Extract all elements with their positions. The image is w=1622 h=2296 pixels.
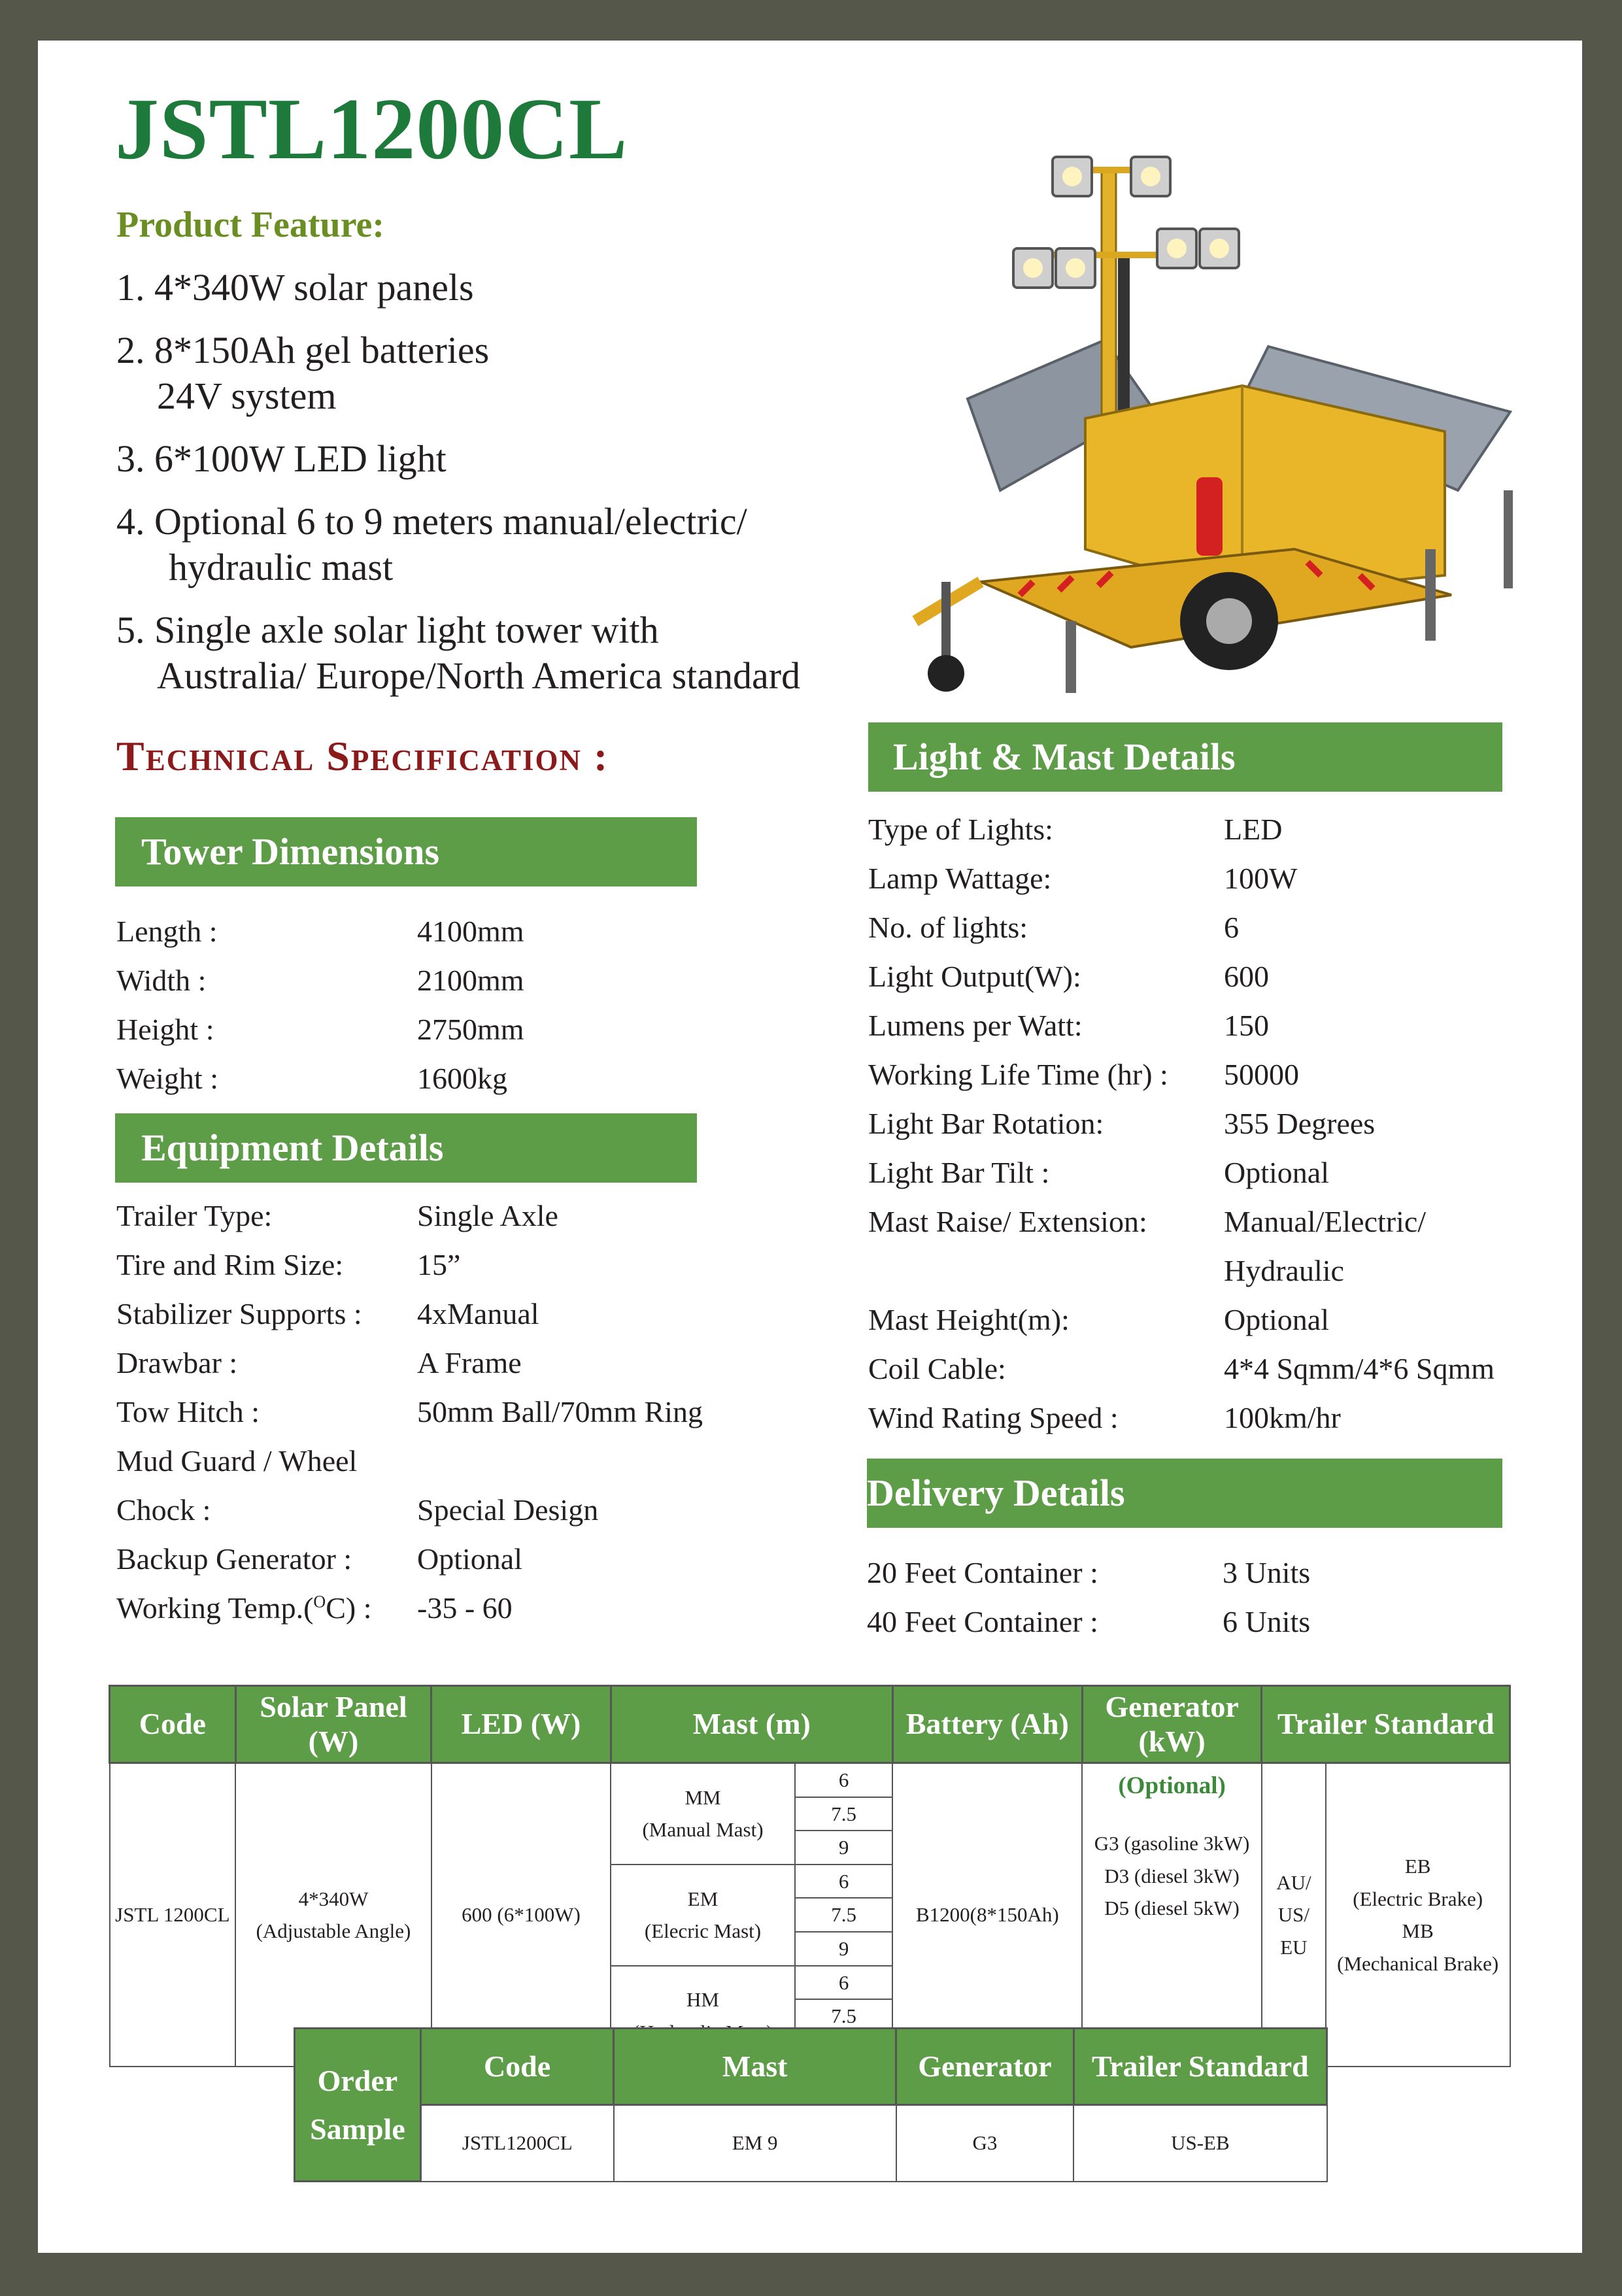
spec-label: Length :: [116, 915, 218, 948]
spec-label: 40 Feet Container :: [867, 1605, 1098, 1638]
order-code-cell: JSTL1200CL: [420, 2105, 614, 2182]
solar-light-tower-image: [902, 124, 1530, 706]
spec-label: Stabilizer Supports :: [116, 1297, 362, 1330]
trailer-standard-cell: EB (Electric Brake) MB (Mechanical Brake): [1326, 1763, 1510, 2067]
mast-height-cell: 6: [795, 1865, 893, 1899]
order-trailer-cell: US-EB: [1073, 2105, 1326, 2182]
technical-specification-heading: Technical Specification :: [116, 733, 609, 779]
mast-height-cell: 9: [795, 1932, 893, 1966]
spec-label: Light Output(W):: [868, 960, 1081, 993]
spec-value: 2100mm: [417, 964, 524, 997]
column-header: Battery (Ah): [892, 1686, 1082, 1763]
spec-value: A Frame: [417, 1346, 522, 1379]
spec-label: Light Bar Rotation:: [868, 1107, 1104, 1140]
spec-value: 6 Units: [1223, 1605, 1311, 1638]
mast-height-cell: 6: [795, 1763, 893, 1797]
mast-height-cell: 7.5: [795, 1898, 893, 1932]
spec-value: 600: [1224, 960, 1269, 993]
spec-label: Mud Guard / Wheel: [116, 1444, 358, 1477]
feature-item: 1. 4*340W solar panels: [116, 266, 474, 309]
table-row: [110, 1763, 1510, 1797]
spec-value: Single Axle: [417, 1199, 558, 1232]
column-header: Generator: [896, 2029, 1074, 2105]
spec-value: Manual/Electric/: [1224, 1205, 1427, 1238]
feature-item: hydraulic mast: [169, 546, 394, 588]
spec-value: 100W: [1224, 862, 1298, 895]
region-cell: AU/ US/ EU: [1262, 1763, 1326, 2067]
table-header-row: [110, 1686, 1510, 1763]
spec-label: Chock :: [116, 1493, 211, 1527]
spec-value: 15”: [417, 1248, 461, 1281]
model-options-table: [109, 1685, 1511, 2067]
mast-type-cell: MM (Manual Mast): [611, 1763, 795, 1865]
spec-value: 2750mm: [417, 1013, 524, 1046]
spec-label: Lamp Wattage:: [868, 862, 1052, 895]
table-header-row: [295, 2029, 1327, 2105]
spec-value: 50mm Ball/70mm Ring: [417, 1395, 703, 1428]
column-header: Solar Panel (W): [235, 1686, 431, 1763]
spec-label: Weight :: [116, 1062, 218, 1095]
column-header: Mast (m): [611, 1686, 892, 1763]
feature-item: Australia/ Europe/North America standard: [157, 654, 801, 697]
code-cell: JSTL 1200CL: [110, 1763, 236, 2067]
product-title: JSTL1200CL: [115, 80, 628, 177]
battery-cell: B1200(8*150Ah): [892, 1763, 1082, 2067]
spec-label: Drawbar :: [116, 1346, 238, 1379]
mast-type-cell: HM: [611, 1966, 795, 2067]
spec-value: LED: [1224, 813, 1283, 846]
order-generator-cell: G3: [896, 2105, 1074, 2182]
feature-item: 2. 8*150Ah gel batteries: [116, 329, 490, 371]
spec-label: Type of Lights:: [868, 813, 1053, 846]
spec-value: 3 Units: [1223, 1556, 1311, 1589]
equipment-details-header: Equipment Details: [115, 1113, 697, 1183]
spec-value: 50000: [1224, 1058, 1299, 1091]
feature-item: 4. Optional 6 to 9 meters manual/electric/: [116, 500, 747, 543]
tower-dimensions-header: Tower Dimensions: [115, 817, 697, 886]
spec-value: 150: [1224, 1009, 1269, 1042]
spec-value: 100km/hr: [1224, 1401, 1341, 1434]
feature-item: 5. Single axle solar light tower with: [116, 609, 659, 651]
spec-value: Optional: [1224, 1303, 1329, 1336]
mast-height-cell: 9: [795, 1831, 893, 1865]
table-row: [295, 2105, 1327, 2182]
spec-label: Light Bar Tilt :: [868, 1156, 1050, 1189]
spec-value: Hydraulic: [1224, 1254, 1344, 1287]
product-feature-heading: Product Feature:: [116, 205, 385, 245]
spec-label: Working Life Time (hr) :: [868, 1058, 1168, 1091]
column-header: Generator (kW): [1082, 1686, 1262, 1763]
column-header: Trailer Standard: [1262, 1686, 1510, 1763]
spec-label: Height :: [116, 1013, 214, 1046]
spec-value: 355 Degrees: [1224, 1107, 1376, 1140]
mast-type-cell: EM (Elecric Mast): [611, 1865, 795, 1966]
spec-value: 4xManual: [417, 1297, 539, 1330]
column-header: Trailer Standard: [1073, 2029, 1326, 2105]
mast-height-cell: 7.5: [795, 1797, 893, 1831]
spec-label: Tire and Rim Size:: [116, 1248, 344, 1281]
spec-label: Tow Hitch :: [116, 1395, 260, 1428]
spec-value: 4100mm: [417, 915, 524, 948]
column-header: Code: [420, 2029, 614, 2105]
solar-panel-cell: 4*340W (Adjustable Angle): [235, 1763, 431, 2067]
spec-label: Mast Height(m):: [868, 1303, 1070, 1336]
column-header: LED (W): [431, 1686, 611, 1763]
spec-label: Coil Cable:: [868, 1352, 1006, 1385]
spec-value: Optional: [417, 1542, 522, 1576]
spec-label: Mast Raise/ Extension:: [868, 1205, 1147, 1238]
spec-label: Wind Rating Speed :: [868, 1401, 1119, 1434]
spec-value: 6: [1224, 911, 1239, 944]
spec-label: No. of lights:: [868, 911, 1028, 944]
spec-label: Width :: [116, 964, 207, 997]
light-mast-details-header: Light & Mast Details: [868, 722, 1502, 792]
spec-value: Optional: [1224, 1156, 1329, 1189]
column-header: Code: [110, 1686, 236, 1763]
feature-item: 24V system: [157, 375, 337, 417]
delivery-details-header: Delivery Details: [867, 1459, 1502, 1528]
spec-value: Special Design: [417, 1493, 599, 1527]
spec-label: Trailer Type:: [116, 1199, 273, 1232]
led-cell: 600 (6*100W): [431, 1763, 611, 2067]
spec-value: -35 - 60: [417, 1591, 513, 1625]
column-header: Mast: [614, 2029, 896, 2105]
mast-height-cell: 7.5: [795, 1999, 893, 2033]
order-mast-cell: EM 9: [614, 2105, 896, 2182]
spec-label: Lumens per Watt:: [868, 1009, 1083, 1042]
feature-item: 3. 6*100W LED light: [116, 437, 447, 480]
working-temp-label: Working Temp.($^O$C) :: [116, 1591, 372, 1625]
spec-value: 1600kg: [417, 1062, 507, 1095]
mast-height-cell: 6: [795, 1966, 893, 2000]
spec-label: 20 Feet Container :: [867, 1556, 1098, 1589]
order-sample-label: Order Sample: [295, 2029, 421, 2182]
generator-cell: (Optional) G3 (gasoline 3kW) D3 (diesel 3kW) D5 (diesel 5kW): [1082, 1763, 1262, 2067]
spec-value: 4*4 Sqmm/4*6 Sqmm: [1224, 1352, 1495, 1385]
order-sample-table: [294, 2027, 1328, 2182]
spec-label: Backup Generator :: [116, 1542, 352, 1576]
